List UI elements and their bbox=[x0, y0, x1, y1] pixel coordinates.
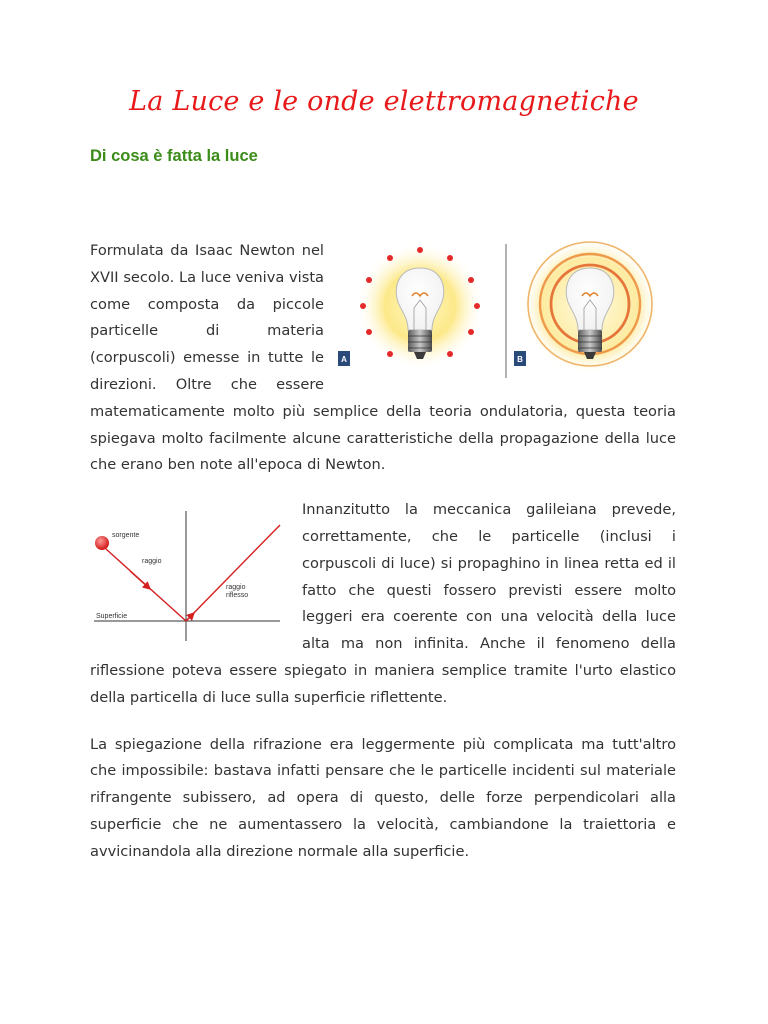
section-heading: Di cosa è fatta la luce bbox=[90, 147, 258, 165]
paragraph-2: Innanzitutto la meccanica galileiana prevede, correttamente, che le particelle (inclusi i corpuscoli di luce) si propaghino in linea retta ed il fatto che questi fossero previsti essere molto leggeri era coerente con una velocità della luce alta ma non infinita. Anche il fenomeno della riflessione poteva essere spiegato in maniera semplice tramite l'urto elastico della particella di luce sulla superficie riflettente. bbox=[90, 501, 676, 706]
paragraph-3: La spiegazione della rifrazione era leggermente più complicata ma tutt'altro che impossibile: bastava infatti pensare che le particelle incidenti sul materiale rifrangente subissero, ad opera di questo, delle forze perpendicolari alla superficie che ne aumentassero la velocità, cambiandone la traiettoria e avvicinandola alla direzione normale alla superficie. bbox=[90, 735, 676, 860]
paragraph-1: Formulata da Isaac Newton nel XVII secolo. La luce veniva vista come composta da piccole particelle di materia (corpuscoli) emesse in tutte le direzioni. Oltre che essere matematicamente molto più semplice della teoria ondulatoria, questa teoria spiegava molto facilmente alcune caratteristiche della propagazione della luce che erano ben note all'epoca di Newton. bbox=[90, 242, 676, 474]
badge-a-label: A bbox=[341, 355, 347, 364]
reflection-diagram bbox=[90, 507, 286, 643]
reflected-label-2: riflesso bbox=[226, 592, 249, 600]
reflected-ray bbox=[186, 525, 280, 621]
reflected-label-1: raggio bbox=[226, 584, 246, 592]
source-icon bbox=[95, 536, 109, 550]
reflected-arrow bbox=[186, 613, 194, 621]
source-label: sorgente bbox=[112, 532, 140, 540]
body-text bbox=[90, 238, 676, 886]
incident-arrow bbox=[130, 571, 150, 589]
ray-label: raggio bbox=[142, 558, 162, 566]
figure-light-bulbs bbox=[338, 238, 676, 388]
bulb-b-group bbox=[514, 238, 658, 374]
badge-b-label: B bbox=[517, 355, 523, 364]
light-bulbs-illustration bbox=[338, 238, 676, 388]
bulb-a-group bbox=[338, 242, 484, 370]
figure-reflection bbox=[90, 507, 286, 643]
page-title: La Luce e le onde elettromagnetiche bbox=[129, 86, 639, 117]
surface-label: Superficie bbox=[96, 613, 128, 621]
